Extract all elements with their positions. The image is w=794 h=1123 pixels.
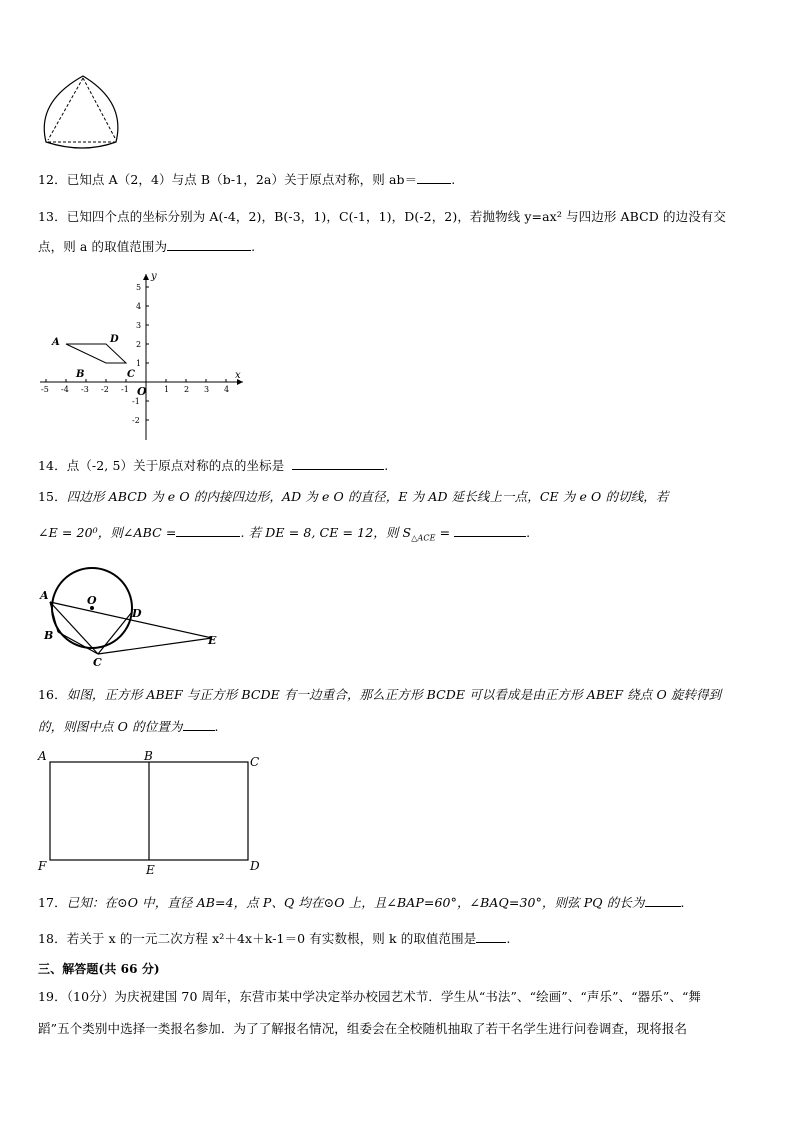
x-tick: 4 bbox=[224, 385, 230, 394]
question-16-line-2: 的，则图中点 O 的位置为 . bbox=[38, 719, 219, 734]
parallelogram-abcd bbox=[66, 344, 126, 363]
y-tick: -2 bbox=[132, 416, 140, 425]
point-label-b: B bbox=[76, 369, 85, 380]
x-tick: -3 bbox=[81, 385, 89, 394]
question-15-line-1 bbox=[38, 488, 668, 506]
x-tick: -5 bbox=[41, 385, 49, 394]
figure-label-c: C bbox=[250, 755, 260, 769]
origin-label: O bbox=[137, 385, 147, 398]
question-text: 若关于 x 的一元二次方程 x²＋4x＋k-1＝0 有实数根，则 k 的取值范围是 bbox=[66, 931, 477, 946]
answer-blank bbox=[183, 718, 215, 731]
question-text: 蹈”五个类别中选择一类报名参加．为了了解报名情况，组委会在全校随机抽取了若干名学生进行问卷调查，现将报名 bbox=[38, 1021, 688, 1036]
point-label-d: D bbox=[110, 334, 119, 345]
question-13-line-1 bbox=[38, 208, 726, 226]
section-title: 三、解答题(共 66 分) bbox=[38, 962, 160, 976]
question-text: 19．（10分）为庆祝建国 70 周年，东营市某中学决定举办校园艺术节．学生从“书法”、“绘画”、“声乐”、“器乐”、“舞 bbox=[38, 989, 702, 1004]
figure-label-o: O bbox=[87, 594, 97, 607]
point-label-a: A bbox=[52, 337, 60, 348]
question-19-line-1 bbox=[38, 988, 701, 1006]
x-tick: -2 bbox=[101, 385, 109, 394]
answer-blank bbox=[476, 930, 506, 943]
answer-blank bbox=[167, 238, 251, 251]
coordinate-graph bbox=[38, 268, 248, 444]
question-text: 四边形 ABCD 为 e O 的内接四边形，AD 为 e O 的直径，E 为 AD 延长线上一点，CE 为 e O 的切线，若 bbox=[66, 489, 669, 504]
question-16-line-1 bbox=[38, 686, 721, 704]
answer-blank bbox=[417, 171, 451, 184]
two-squares-figure bbox=[36, 748, 268, 876]
question-number: 17． bbox=[38, 895, 67, 910]
question-number: 13． bbox=[38, 209, 67, 224]
question-15-line-2: ∠E = 20⁰，则∠ABC = . 若 DE = 8, CE = 12，则 $S_{\triangle ACE}$ = . bbox=[38, 525, 531, 543]
y-tick: 4 bbox=[136, 302, 142, 311]
question-text: 的，则图中点 O 的位置为 bbox=[38, 719, 183, 734]
x-tick: -4 bbox=[61, 385, 69, 394]
figure-label-a: A bbox=[38, 749, 47, 763]
y-axis-label: y bbox=[151, 271, 157, 282]
y-tick: 5 bbox=[136, 283, 142, 292]
question-12: 12．已知点 A（2，4）与点 B（b-1，2a）关于原点对称，则 ab＝ . bbox=[38, 172, 456, 187]
x-tick: -1 bbox=[121, 385, 129, 394]
figure-label-d: D bbox=[132, 607, 142, 620]
question-text: ∠E = 20⁰，则∠ABC = bbox=[38, 525, 177, 540]
circle-tangent-figure bbox=[38, 562, 228, 672]
reuleaux-triangle-figure bbox=[38, 72, 128, 152]
y-tick: 3 bbox=[136, 321, 142, 330]
figure-label-b: B bbox=[144, 749, 153, 763]
question-text: 点，则 a 的取值范围为 bbox=[38, 239, 168, 254]
figure-label-d: D bbox=[250, 859, 260, 873]
question-14: 14．点（-2, 5）关于原点对称的点的坐标是 . bbox=[38, 458, 389, 473]
question-number: 18． bbox=[38, 931, 67, 946]
answer-blank bbox=[454, 524, 526, 537]
figure-label-a: A bbox=[40, 589, 49, 602]
question-17: 17．已知：在⊙O 中，直径 AB=4，点 P、Q 均在⊙O 上，且∠BAP=60°，∠BAQ=30°，则弦 PQ 的长为 . bbox=[38, 895, 685, 910]
y-tick: 2 bbox=[136, 340, 142, 349]
answer-blank bbox=[645, 894, 681, 907]
question-text: 如图，正方形 ABEF 与正方形 BCDE 有一边重合，那么正方形 BCDE 可以看成是由正方形 ABEF 绕点 O 旋转得到 bbox=[66, 687, 722, 702]
question-19-line-2 bbox=[38, 1020, 687, 1038]
x-axis-label: x bbox=[235, 370, 241, 381]
question-13-line-2: 点，则 a 的取值范围为 . bbox=[38, 239, 256, 254]
figure-label-c: C bbox=[93, 656, 102, 669]
point-label-c: C bbox=[127, 369, 135, 380]
x-tick: 2 bbox=[184, 385, 190, 394]
figure-label-e: E bbox=[146, 863, 155, 877]
question-number: 16． bbox=[38, 687, 67, 702]
x-tick: 3 bbox=[204, 385, 210, 394]
question-text: 已知点 A（2，4）与点 B（b-1，2a）关于原点对称，则 ab＝ bbox=[66, 172, 418, 187]
question-number: 14． bbox=[38, 458, 67, 473]
y-tick: -1 bbox=[132, 397, 140, 406]
figure-label-f: F bbox=[38, 859, 47, 873]
answer-blank bbox=[176, 524, 240, 537]
question-text: 已知：在⊙O 中，直径 AB=4，点 P、Q 均在⊙O 上，且∠BAP=60°，∠BAQ=30°，则弦 PQ 的长为 bbox=[66, 895, 645, 910]
x-tick: 1 bbox=[164, 385, 170, 394]
question-number: 15． bbox=[38, 489, 67, 504]
figure-label-b: B bbox=[44, 629, 54, 642]
y-tick: 1 bbox=[136, 359, 142, 368]
question-18: 18．若关于 x 的一元二次方程 x²＋4x＋k-1＝0 有实数根，则 k 的取值范围是 . bbox=[38, 931, 511, 946]
answer-blank bbox=[292, 457, 384, 470]
question-number: 12． bbox=[38, 172, 67, 187]
question-text: 点（-2, 5）关于原点对称的点的坐标是 bbox=[66, 458, 285, 473]
figure-label-e: E bbox=[208, 634, 217, 647]
question-text: 已知四个点的坐标分别为 A(-4，2)，B(-3，1)，C(-1，1)，D(-2，2)，若抛物线 y=ax² 与四边形 ABCD 的边没有交 bbox=[66, 209, 726, 224]
